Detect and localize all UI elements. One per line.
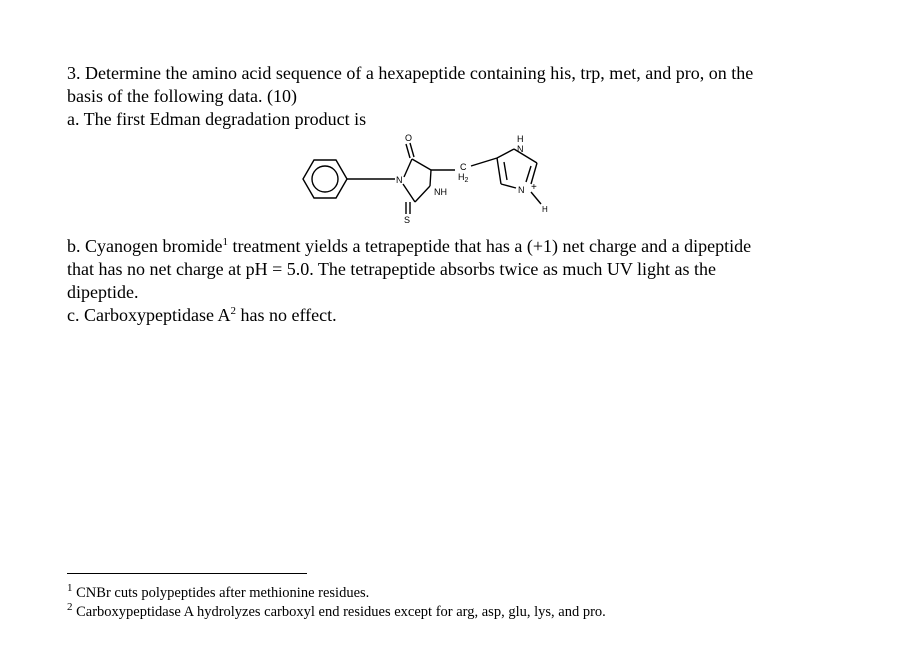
- part-a: a. The first Edman degradation product is: [67, 109, 367, 129]
- atom-label-o: O: [405, 133, 413, 143]
- footnote-separator: [67, 573, 307, 574]
- ring-bond: [404, 159, 412, 177]
- imidazole-double-bond: [504, 162, 507, 180]
- atom-label-n-top: N: [517, 144, 524, 154]
- question-line-1: 3. Determine the amino acid sequence of a hexapeptide containing his, trp, met, and pro, on the: [67, 63, 754, 83]
- atom-label-nh: NH: [434, 187, 447, 197]
- ring-bond: [430, 170, 431, 186]
- edman-pth-histidine-structure: [300, 126, 590, 226]
- atom-label-h-bottom: H: [542, 205, 548, 214]
- imidazole-bond: [531, 163, 537, 184]
- imidazole-bond: [497, 158, 501, 184]
- part-b-line-2: that has no net charge at pH = 5.0. The tetrapeptide absorbs twice as much UV light as the: [67, 259, 716, 279]
- imidazole-bond: [501, 184, 516, 188]
- ring-bond: [403, 184, 415, 202]
- part-b-line-1: b. Cyanogen bromide$^1$ treatment yields a tetrapeptide that has a (+1) net charge and a dipeptide: [67, 236, 752, 256]
- ring-bond: [415, 186, 430, 202]
- ch2-imidazole-bond: [471, 158, 497, 166]
- question-line-2: basis of the following data. (10): [67, 86, 297, 106]
- charge-plus: +: [531, 182, 537, 193]
- atom-label-h2: $H_2$: [458, 172, 469, 184]
- atom-label-s: S: [404, 215, 411, 225]
- part-c: c. Carboxypeptidase $A^2$ has no effect.: [67, 305, 337, 325]
- n-h-bond: [531, 192, 541, 204]
- atom-label-c: C: [460, 162, 467, 172]
- imidazole-double-bond: [526, 166, 531, 182]
- footnote-2: $^2$ Carboxypeptidase A hydrolyzes carboxyl end residues except for arg, asp, glu, lys, and pro.: [67, 601, 606, 620]
- ring-bond: [412, 159, 431, 170]
- atom-label-h-top: H: [517, 134, 524, 144]
- benzene-aromatic-circle: [312, 166, 338, 192]
- imidazole-bond: [497, 149, 514, 158]
- atom-label-n-plus: N: [518, 185, 525, 195]
- atom-label-n: N: [396, 175, 403, 185]
- footnote-1: $^1$ CNBr cuts polypeptides after methionine residues.: [67, 582, 370, 601]
- carbonyl-bond: [410, 143, 414, 157]
- footnote-ref-1: 1: [222, 236, 228, 248]
- footnote-ref-2: 2: [230, 305, 236, 317]
- part-b-line-3: dipeptide.: [67, 282, 139, 302]
- carbonyl-bond: [406, 144, 410, 158]
